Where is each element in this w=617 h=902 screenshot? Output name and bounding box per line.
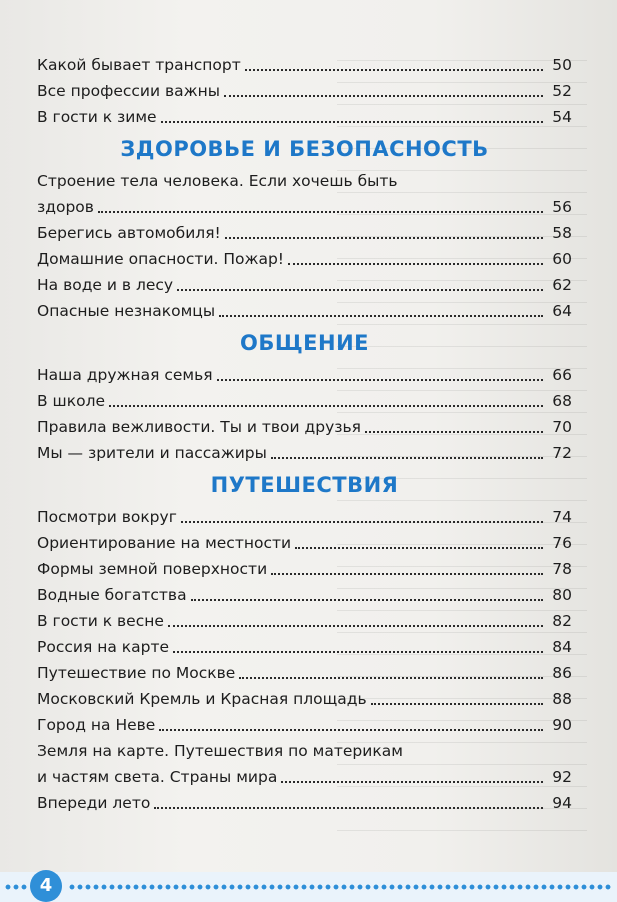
table-of-contents: [37, 52, 572, 816]
dot-leader: [154, 807, 543, 809]
toc-entry-page-number: 78: [552, 560, 572, 578]
toc-entry-page-number: 68: [552, 392, 572, 410]
toc-entry-page-number: 70: [552, 418, 572, 436]
dot-leader: [295, 547, 543, 549]
dot-leader: [271, 573, 543, 575]
toc-entry-title: Путешествие по Москве: [37, 664, 236, 682]
toc-entry-page-number: 82: [552, 612, 572, 630]
dot-leader: [365, 431, 543, 433]
toc-entry-page-number: 64: [552, 302, 572, 320]
dot-leader: [173, 651, 543, 653]
toc-entry[interactable]: [37, 414, 572, 440]
toc-entry-page-number: 58: [552, 224, 572, 242]
toc-entry-title: Правила вежливости. Ты и твои друзья: [37, 418, 361, 436]
toc-entry-title: Водные богатства: [37, 586, 187, 604]
dot-leader: [239, 677, 543, 679]
toc-entry[interactable]: [37, 362, 572, 388]
dot-leader: [371, 703, 543, 705]
toc-entry-page-number: 74: [552, 508, 572, 526]
toc-entry[interactable]: [37, 168, 572, 220]
toc-entry[interactable]: [37, 440, 572, 466]
dot-leader: [271, 457, 543, 459]
toc-entry-page-number: 80: [552, 586, 572, 604]
toc-entry-page-number: 62: [552, 276, 572, 294]
toc-entry[interactable]: [37, 634, 572, 660]
toc-entry[interactable]: [37, 298, 572, 324]
toc-entry-title: Московский Кремль и Красная площадь: [37, 690, 367, 708]
toc-entry-title: Берегись автомобиля!: [37, 224, 221, 242]
toc-entry[interactable]: [37, 78, 572, 104]
dot-leader: [288, 263, 543, 265]
dot-leader: [224, 95, 543, 97]
toc-entry-page-number: 84: [552, 638, 572, 656]
toc-entry-page-number: 72: [552, 444, 572, 462]
toc-entry-title: На воде и в лесу: [37, 276, 174, 294]
toc-entry[interactable]: [37, 220, 572, 246]
toc-entry-title: Формы земной поверхности: [37, 560, 268, 578]
toc-entry[interactable]: [37, 556, 572, 582]
toc-entry[interactable]: [37, 104, 572, 130]
dot-leader: [161, 121, 543, 123]
toc-entry[interactable]: [37, 582, 572, 608]
toc-entry-title: Россия на карте: [37, 638, 170, 656]
dot-leader: [245, 69, 543, 71]
toc-entry-title-line1: Земля на карте. Путешествия по материкам: [37, 742, 403, 760]
toc-entry-title: Ориентирование на местности: [37, 534, 292, 552]
toc-entry-page-number: 66: [552, 366, 572, 384]
toc-entry-page-number: 50: [552, 56, 572, 74]
toc-entry-title: Город на Неве: [37, 716, 156, 734]
toc-entry-page-number: 94: [552, 794, 572, 812]
toc-entry-page-number: 56: [552, 198, 572, 216]
section-heading: ОБЩЕНИЕ: [239, 331, 370, 355]
toc-entry-page-number: 92: [552, 768, 572, 786]
toc-entry[interactable]: [37, 530, 572, 556]
toc-entry-title-line1: Строение тела человека. Если хочешь быть: [37, 172, 398, 190]
toc-entry[interactable]: [37, 246, 572, 272]
toc-entry[interactable]: [37, 388, 572, 414]
dot-leader: [181, 521, 543, 523]
toc-entry-title: Какой бывает транспорт: [37, 56, 241, 74]
toc-entry-title: здоров: [37, 198, 94, 216]
page-number-badge: 4: [30, 870, 62, 902]
toc-entry-title: Все профессии важны: [37, 82, 220, 100]
toc-entry-page-number: 76: [552, 534, 572, 552]
dot-leader: [109, 405, 543, 407]
toc-entry-title: Опасные незнакомцы: [37, 302, 216, 320]
toc-entry-title: В гости к весне: [37, 612, 164, 630]
footer-dots-left: [4, 884, 28, 890]
dot-leader: [217, 379, 543, 381]
toc-entry[interactable]: [37, 790, 572, 816]
toc-entry[interactable]: [37, 504, 572, 530]
toc-entry[interactable]: [37, 712, 572, 738]
toc-entry-title: Мы — зрители и пассажиры: [37, 444, 267, 462]
toc-entry-page-number: 54: [552, 108, 572, 126]
toc-entry-title: Посмотри вокруг: [37, 508, 177, 526]
dot-leader: [98, 211, 543, 213]
page-footer: [0, 860, 617, 902]
toc-entry-title: Наша дружная семья: [37, 366, 213, 384]
dot-leader: [191, 599, 543, 601]
toc-entry[interactable]: [37, 608, 572, 634]
toc-entry-title: и частям света. Страны мира: [37, 768, 278, 786]
toc-entry-title: Впереди лето: [37, 794, 151, 812]
toc-entry-title: В гости к зиме: [37, 108, 157, 126]
toc-entry[interactable]: [37, 738, 572, 790]
toc-entry[interactable]: [37, 272, 572, 298]
toc-entry[interactable]: [37, 660, 572, 686]
toc-entry-page-number: 90: [552, 716, 572, 734]
toc-entry[interactable]: [37, 52, 572, 78]
toc-entry-title: Домашние опасности. Пожар!: [37, 250, 285, 268]
dot-leader: [159, 729, 543, 731]
toc-entry-page-number: 60: [552, 250, 572, 268]
toc-entry-page-number: 86: [552, 664, 572, 682]
section-heading: ПУТЕШЕСТВИЯ: [210, 473, 399, 497]
toc-entry-page-number: 88: [552, 690, 572, 708]
dot-leader: [219, 315, 543, 317]
section-heading: ЗДОРОВЬЕ И БЕЗОПАСНОСТЬ: [120, 137, 489, 161]
dot-leader: [281, 781, 543, 783]
footer-dots-right: [68, 884, 613, 890]
toc-entry[interactable]: [37, 686, 572, 712]
dot-leader: [168, 625, 543, 627]
dot-leader: [177, 289, 543, 291]
dot-leader: [225, 237, 543, 239]
toc-entry-title: В школе: [37, 392, 106, 410]
toc-entry-page-number: 52: [552, 82, 572, 100]
